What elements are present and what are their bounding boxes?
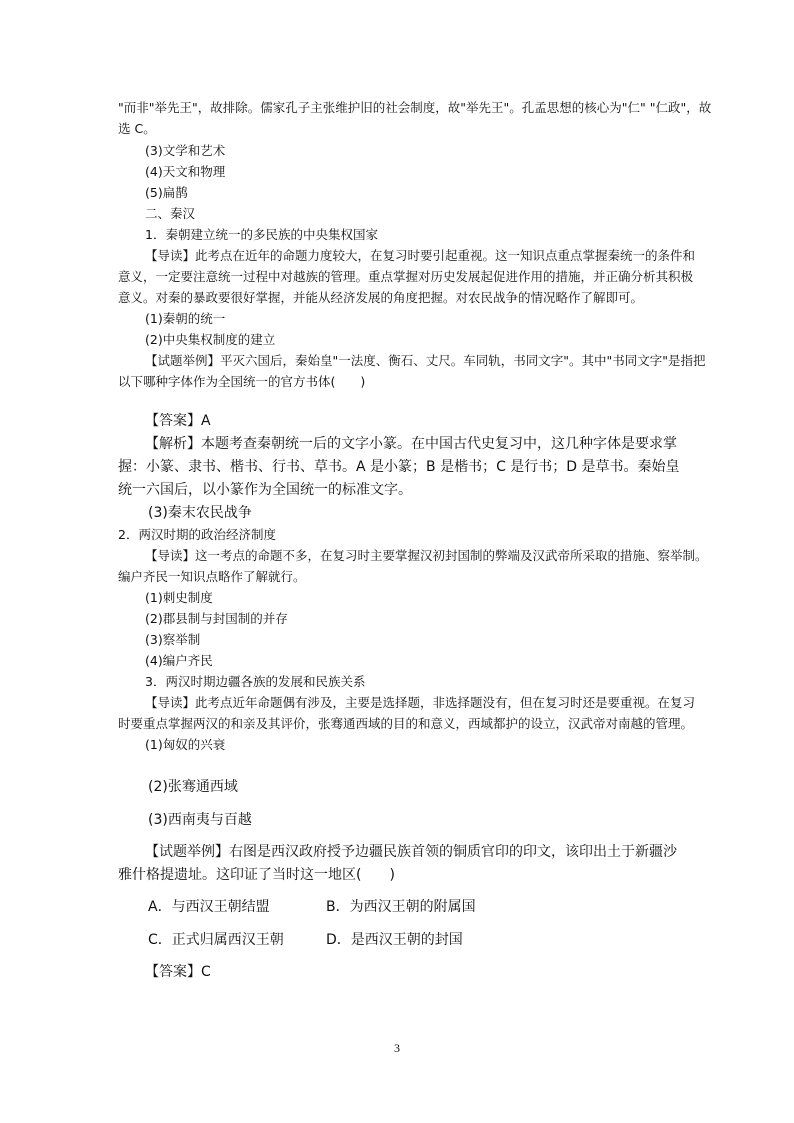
text-line: 1．秦朝建立统一的多民族的中央集权国家 [145,227,378,242]
text-line: 编户齐民一知识点略作了解就行。 [118,569,306,584]
text-line: (3)秦末农民战争 [148,505,252,521]
text-line: (1)秦朝的统一 [145,311,226,326]
text-line: 意义。对秦的暴政要很好掌握，并能从经济发展的角度把握。对农民战争的情况略作了解即可。 [118,290,644,305]
text-line: 以下哪种字体作为全国统一的官方书体( ) [118,374,366,389]
text-line: (2)郡县制与封国制的并存 [145,611,288,626]
text-line: (3)西南夷与百越 [148,812,252,828]
text-line: 意义，一定要注意统一过程中对越族的管理。重点掌握对历史发展起促进作用的措施，并正确分析其积极 [118,269,694,284]
text-line: 握：小篆、隶书、楷书、行书、草书。A 是小篆；B 是楷书；C 是行书；D 是草书。秦始皇 [118,459,680,475]
text-line: (4)编户齐民 [145,653,213,668]
text-line: 【解析】本题考查秦朝统一后的文字小篆。在中国古代史复习中，这几种字体是要求掌 [145,436,677,452]
text-line: (4)天文和物理 [145,164,226,179]
text-line: 统一六国后，以小篆作为全国统一的标准文字。 [118,482,412,498]
text-line: 【答案】A [145,413,211,429]
text-line: (1)匈奴的兴衰 [145,737,226,752]
text-line: (2)张骞通西域 [148,779,238,795]
text-line: 【答案】C [145,964,211,980]
text-line: 【导读】此考点在近年的命题力度较大，在复习时要引起重视。这一知识点重点掌握秦统一的条件和 [145,248,696,263]
page-number: 3 [394,1041,400,1055]
text-line: (3)文学和艺术 [145,143,226,158]
text-line: D．是西汉王朝的封国 [326,932,463,948]
text-line: 时要重点掌握两汉的和亲及其评价，张骞通西域的目的和意义，西域都护的设立，汉武帝对南越的管理。 [118,716,694,731]
text-line: (5)扁鹊 [145,185,188,200]
text-line: 选 C。 [118,121,156,136]
text-line: 二、秦汉 [145,206,196,221]
text-line: 【试题举例】右图是西汉政府授予边疆民族首领的铜质官印的印文，该印出土于新疆沙 [145,844,677,860]
text-line: (1)刺史制度 [145,590,213,605]
text-line: C．正式归属西汉王朝 [148,932,284,948]
text-line: 【导读】这一考点的命题不多，在复习时主要掌握汉初封国制的弊端及汉武帝所采取的措施、察举制。 [145,548,708,563]
text-line: 2．两汉时期的政治经济制度 [118,527,276,542]
text-line: 【导读】此考点近年命题偶有涉及，主要是选择题，非选择题没有，但在复习时还是要重视。在复习 [145,695,696,710]
text-line: (2)中央集权制度的建立 [145,332,276,347]
text-line: A．与西汉王朝结盟 [148,899,270,915]
text-line: 3．两汉时期边疆各族的发展和民族关系 [145,674,366,689]
text-line: B．为西汉王朝的附属国 [326,899,476,915]
text-line: (3)察举制 [145,632,201,647]
text-line: "而非"举先王"，故排除。儒家孔子主张维护旧的社会制度，故"举先王"。孔孟思想的核心为"仁" "仁政"，故 [118,100,712,115]
text-line: 雅什格提遗址。这印证了当时这一地区( ) [118,867,395,883]
text-line: 【试题举例】平灭六国后，秦始皇"一法度、衡石、丈尺。车同轨，书同文字"。其中"书同文字"是指把 [145,353,706,368]
